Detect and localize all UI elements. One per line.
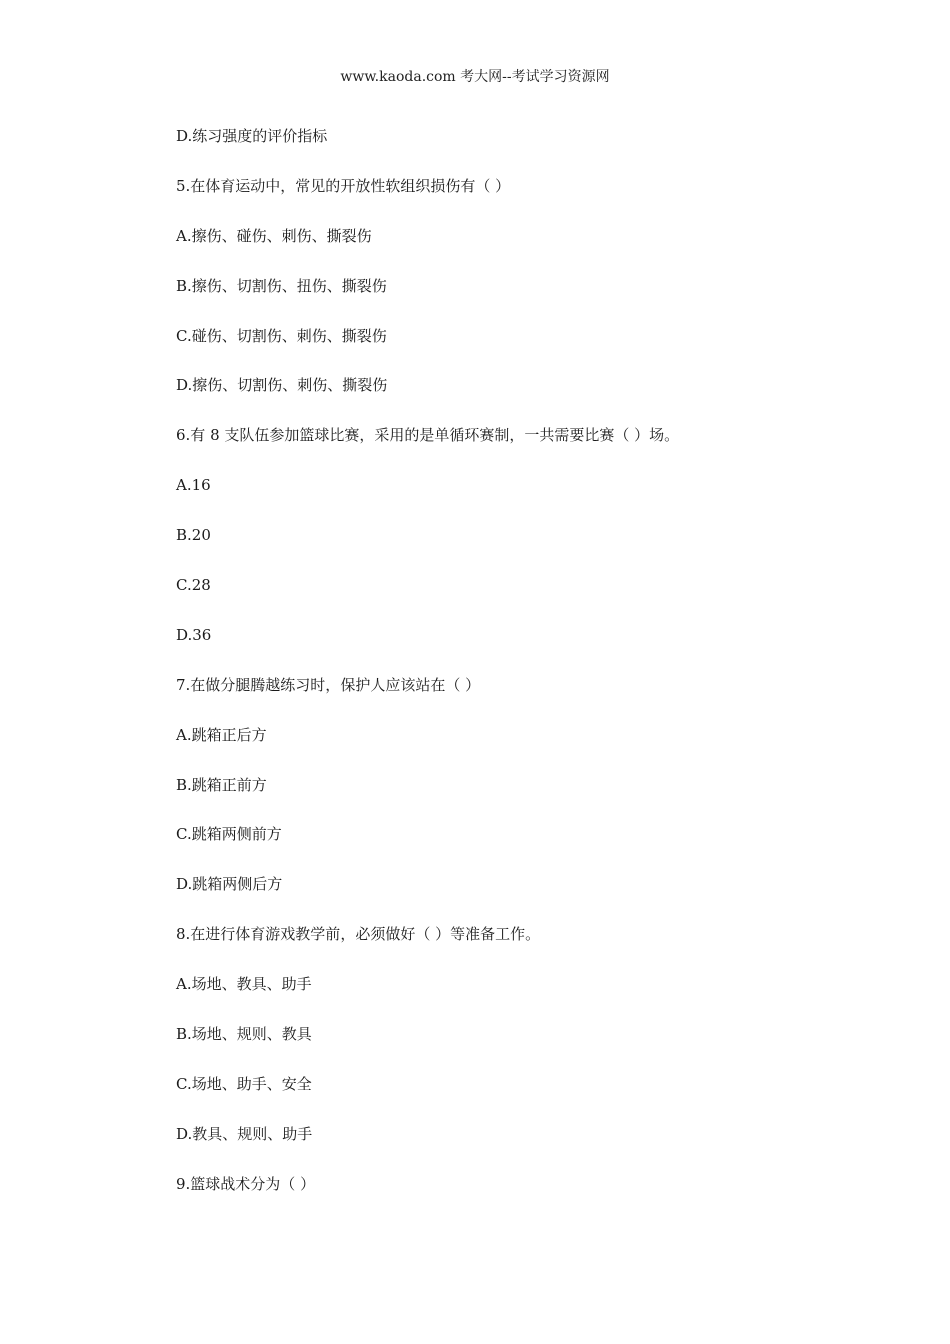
option-text: C.场地、助手、安全 (176, 1074, 312, 1093)
question-text: 8.在进行体育游戏教学前，必须做好（ ）等准备工作。 (176, 925, 541, 944)
question-text: 6.有 8 支队伍参加篮球比赛，采用的是单循环赛制，一共需要比赛（ ）场。 (176, 426, 680, 445)
option-text: B.20 (176, 526, 211, 545)
page-header: www.kaoda.com 考大网--考试学习资源网 (340, 69, 610, 85)
question-text: 7.在做分腿腾越练习时，保护人应该站在（ ） (176, 675, 481, 694)
option-text: A.16 (176, 476, 211, 495)
option-text: D.教具、规则、助手 (176, 1124, 313, 1143)
option-text: B.跳箱正前方 (176, 775, 267, 794)
option-text: B.擦伤、切割伤、扭伤、撕裂伤 (176, 276, 387, 295)
option-text: D.擦伤、切割伤、刺伤、撕裂伤 (176, 376, 388, 395)
option-text: C.碰伤、切割伤、刺伤、撕裂伤 (176, 326, 387, 345)
option-text: C.跳箱两侧前方 (176, 825, 282, 844)
option-text: B.场地、规则、教具 (176, 1025, 312, 1044)
question-text-body (176, 126, 876, 1224)
option-text: D.跳箱两侧后方 (176, 875, 283, 894)
option-text: A.场地、教具、助手 (176, 975, 312, 994)
option-text: D.36 (176, 625, 212, 644)
option-text: C.28 (176, 576, 211, 595)
option-text: D.练习强度的评价指标 (176, 127, 328, 145)
question-text: 9.篮球战术分为（ ） (176, 1174, 316, 1193)
option-text: A.跳箱正后方 (176, 725, 267, 744)
question-text: 5.在体育运动中，常见的开放性软组织损伤有（ ） (176, 176, 511, 195)
option-text: A.擦伤、碰伤、刺伤、撕裂伤 (176, 226, 372, 245)
